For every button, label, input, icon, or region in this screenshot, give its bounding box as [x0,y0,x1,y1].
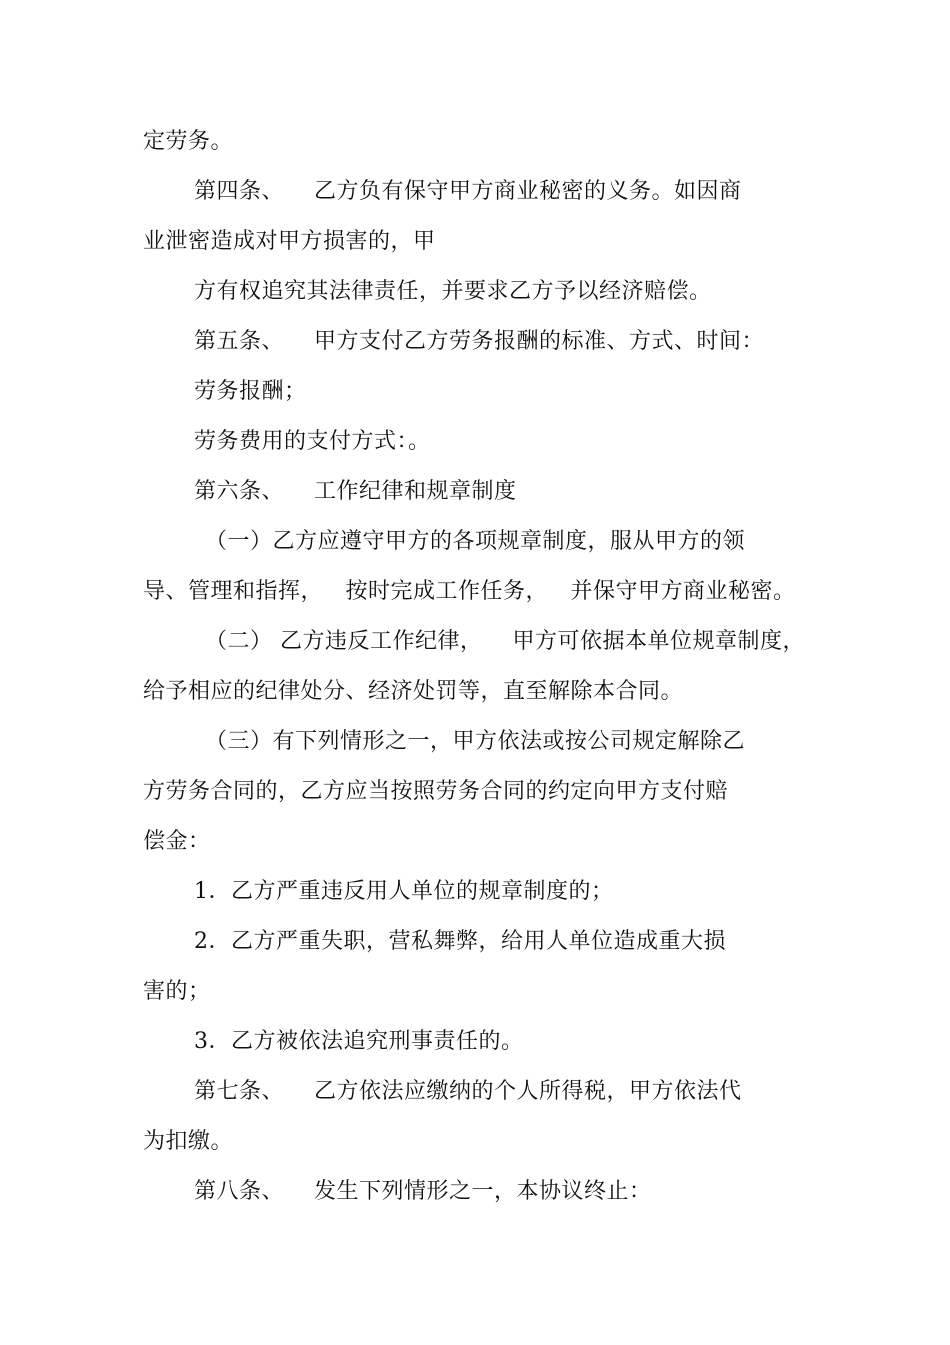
clause-3-line: （三）有下列情形之一，甲方依法或按公司规定解除乙 [205,729,746,754]
list-item-3: 3．乙方被依法追究刑事责任的。 [194,1029,524,1054]
text-line: 劳务费用的支付方式：。 [194,429,431,454]
article-7-heading: 第七条、 乙方依法应缴纳的个人所得税，甲方依法代 [194,1079,742,1104]
article-4-heading: 第四条、 乙方负有保守甲方商业秘密的义务。如因商 [194,179,742,204]
text-line: 为扣缴。 [143,1129,234,1154]
text-line: 害的； [143,979,211,1004]
article-5-heading: 第五条、 甲方支付乙方劳务报酬的标准、方式、时间： [194,329,764,354]
text-line: 定劳务。 [143,129,234,154]
text-line: 方有权追究其法律责任，并要求乙方予以经济赔偿。 [194,279,712,304]
article-8-heading: 第八条、 发生下列情形之一，本协议终止： [194,1179,652,1204]
article-6-heading: 第六条、 工作纪律和规章制度 [194,479,517,504]
text-line: 业泄密造成对甲方损害的，甲 [143,229,436,254]
text-line: 给予相应的纪律处分、经济处罚等，直至解除本合同。 [143,679,684,704]
text-line: 偿金： [143,829,211,854]
text-line: 劳务报酬； [194,379,307,404]
list-item-1: 1．乙方严重违反用人单位的规章制度的； [194,879,614,904]
clause-2-line: （二） 乙方违反工作纪律， 甲方可依据本单位规章制度， [205,629,805,654]
text-line: 导、管理和指挥， 按时完成工作任务， 并保守甲方商业秘密。 [143,579,796,604]
text-line: 方劳务合同的，乙方应当按照劳务合同的约定向甲方支付赔 [143,779,729,804]
list-item-2: 2．乙方严重失职，营私舞弊，给用人单位造成重大损 [194,929,726,954]
clause-1-line: （一）乙方应遵守甲方的各项规章制度，服从甲方的领 [205,529,746,554]
